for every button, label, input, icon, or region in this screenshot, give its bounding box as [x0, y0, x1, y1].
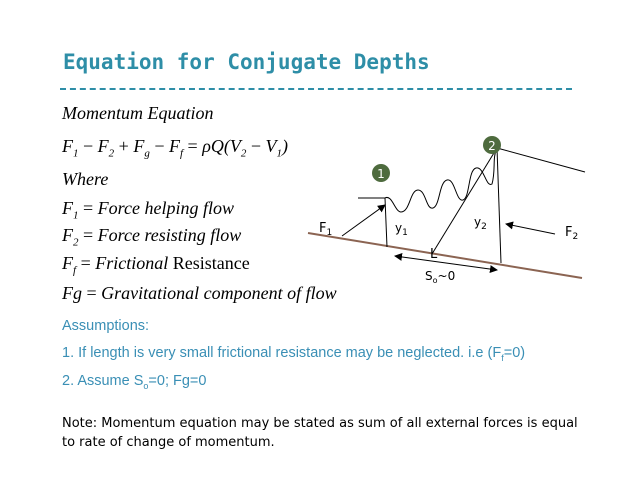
- page-title: Equation for Conjugate Depths: [63, 50, 430, 74]
- y1-label: $y_1$: [395, 221, 408, 238]
- hydraulic-jump-profile: [385, 148, 497, 212]
- downstream-water-surface: [497, 148, 585, 172]
- assumption-1: 1. If length is very small frictional resistance may be neglected. i.e $(F_f=0)$: [62, 345, 526, 363]
- section-guide-line: [432, 148, 497, 254]
- definition-fg: Fg = Gravitational component of flow: [62, 283, 337, 303]
- assumptions-heading: Assumptions:: [62, 318, 150, 334]
- length-label: L: [430, 247, 438, 262]
- where-label: Where: [62, 169, 109, 189]
- f1-label: $F_1$: [319, 221, 333, 238]
- length-arrow: [395, 256, 497, 270]
- momentum-equation: $F_1 - F_2 + F_g - F_f = \rho Q(V_2 - V_1)$: [62, 136, 288, 160]
- definition-f1: $F_1$ = Force helping flow: [62, 198, 234, 222]
- f2-label: $F_2$: [565, 225, 579, 242]
- definition-f2: $F_2$ = Force resisting flow: [62, 225, 242, 249]
- definition-ff: $F_f$ = Frictional Resistance: [62, 253, 250, 277]
- force-f1-arrow: [342, 205, 385, 236]
- depth-line-y2: [497, 148, 501, 263]
- note-text: Note: Momentum equation may be stated as sum of all external forces is equal to rate of change of momentum.: [62, 416, 578, 450]
- y2-label: $y_2$: [474, 215, 487, 232]
- section-2-label: 2: [488, 139, 496, 153]
- depth-line-y1: [385, 198, 387, 247]
- momentum-heading: Momentum Equation: [62, 103, 214, 123]
- slope-label: $S_o\sim 0$: [425, 269, 456, 285]
- assumption-2: 2. Assume $S_o=0$; Fg=0: [62, 373, 207, 391]
- force-f2-arrow: [506, 224, 555, 234]
- section-1-label: 1: [377, 167, 385, 181]
